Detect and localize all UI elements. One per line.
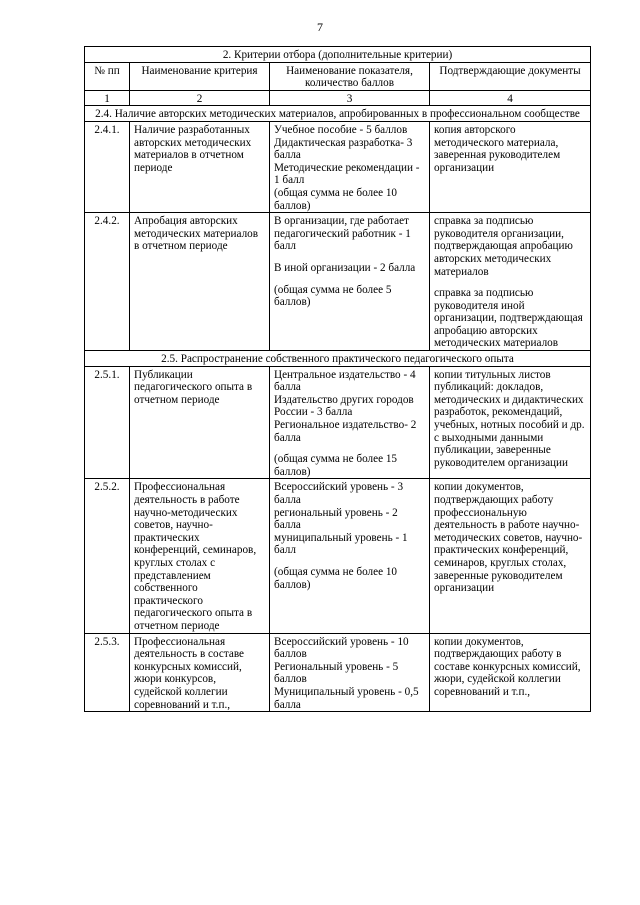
indicator-line: Учебное пособие - 5 баллов	[274, 123, 408, 136]
column-number-row	[85, 90, 591, 106]
indicator-line: муниципальный уровень - 1 балл	[274, 531, 408, 557]
criteria-table	[84, 46, 591, 712]
row-number: 2.4.2.	[85, 213, 130, 351]
table-row	[85, 479, 591, 633]
document-paragraph: копии документов, подтверждающих работу профессиональную деятельность в работе научно-методических советов, научно-практических конференций, семинаров, круглых столах, заверенные руководителем организации	[434, 481, 583, 595]
row-number: 2.5.2.	[85, 479, 130, 633]
documents-cell	[430, 366, 591, 479]
indicator-line: (общая сумма не более 10 баллов)	[274, 565, 398, 591]
document-paragraph: копии документов, подтверждающих работу в составе конкурсных комиссий, жюри, судейской коллегии соревнований и т.п.,	[434, 635, 581, 698]
section-row	[85, 351, 591, 367]
indicator-line: Региональное издательство- 2 балла	[274, 419, 417, 444]
documents-cell	[430, 633, 591, 712]
criterion-cell: Апробация авторских методических материалов в отчетном периоде	[130, 213, 270, 351]
indicator-line: Муниципальный уровень - 0,5 балла	[274, 685, 419, 711]
indicator-line: Издательство других городов России - 3 балла	[274, 393, 414, 419]
table-row	[85, 213, 591, 351]
indicator-line: (общая сумма не более 10 баллов)	[274, 186, 398, 212]
documents-cell	[430, 479, 591, 633]
document-paragraph: справка за подписью руководителя иной организации, подтверждающая апробацию авторских методических материалов	[434, 287, 583, 350]
indicator-cell	[270, 213, 430, 351]
section-title: 2.5. Распространение собственного практического педагогического опыта	[85, 351, 591, 367]
section-title: 2.4. Наличие авторских методических материалов, апробированных в профессиональном сообществе	[85, 106, 591, 122]
criterion-cell: Наличие разработанных авторских методических материалов в отчетном периоде	[130, 121, 270, 212]
col-number-1: 1	[85, 90, 130, 106]
indicator-line: Всероссийский уровень - 10 баллов	[274, 635, 409, 661]
document-paragraph: копия авторского методического материала, заверенная руководителем организации	[434, 123, 561, 174]
section-row	[85, 106, 591, 122]
table-row	[85, 121, 591, 212]
col-number-3: 3	[270, 90, 430, 106]
indicator-cell	[270, 121, 430, 212]
document-paragraph: копии титульных листов публикаций: докладов, методических и дидактических разработок, рекомендаций, учебных, нотных пособий и др. с выходными данными публикации, заверенные руководителем организации	[434, 368, 585, 469]
documents-cell	[430, 213, 591, 351]
criterion-cell: Публикации педагогического опыта в отчетном периоде	[130, 366, 270, 479]
indicator-line: Дидактическая разработка- 3 балла	[274, 136, 413, 162]
indicator-line: Методические рекомендации - 1 балл	[274, 161, 420, 187]
header-number: № пп	[85, 62, 130, 90]
indicator-line: (общая сумма не более 15 баллов)	[274, 453, 398, 478]
row-number: 2.5.1.	[85, 366, 130, 479]
row-number: 2.4.1.	[85, 121, 130, 212]
indicator-line: Региональный уровень - 5 баллов	[274, 660, 399, 686]
header-criterion: Наименование критерия	[130, 62, 270, 90]
criterion-cell: Профессиональная деятельность в работе научно-методических советов, научно-практических конференций, семинаров, круглых столах с представлением собственного практического педагогического опыта в отчетном периоде	[130, 479, 270, 633]
indicator-cell	[270, 633, 430, 712]
indicator-line: региональный уровень - 2 балла	[274, 506, 398, 532]
header-indicator: Наименование показателя, количество баллов	[270, 62, 430, 90]
documents-cell	[430, 121, 591, 212]
criterion-cell: Профессиональная деятельность в составе конкурсных комиссий, жюри конкурсов, судейской коллегии соревнований и т.п.,	[130, 633, 270, 712]
table-title: 2. Критерии отбора (дополнительные критерии)	[85, 47, 591, 63]
header-documents: Подтверждающие документы	[430, 62, 591, 90]
indicator-line: Всероссийский уровень - 3 балла	[274, 481, 404, 506]
indicator-line: В организации, где работает педагогический работник - 1 балл	[274, 215, 411, 253]
indicator-line: Центральное издательство - 4 балла	[274, 368, 416, 394]
indicator-cell	[270, 479, 430, 633]
table-title-row	[85, 47, 591, 63]
indicator-cell	[270, 366, 430, 479]
table-row	[85, 366, 591, 479]
header-row	[85, 62, 591, 90]
indicator-line: (общая сумма не более 5 баллов)	[274, 283, 392, 309]
table-row	[85, 633, 591, 712]
col-number-4: 4	[430, 90, 591, 106]
indicator-line: В иной организации - 2 балла	[274, 261, 416, 274]
page-number: 7	[317, 20, 323, 34]
document-paragraph: справка за подписью руководителя организации, подтверждающая апробацию авторских методических материалов	[434, 215, 573, 278]
row-number: 2.5.3.	[85, 633, 130, 712]
col-number-2: 2	[130, 90, 270, 106]
